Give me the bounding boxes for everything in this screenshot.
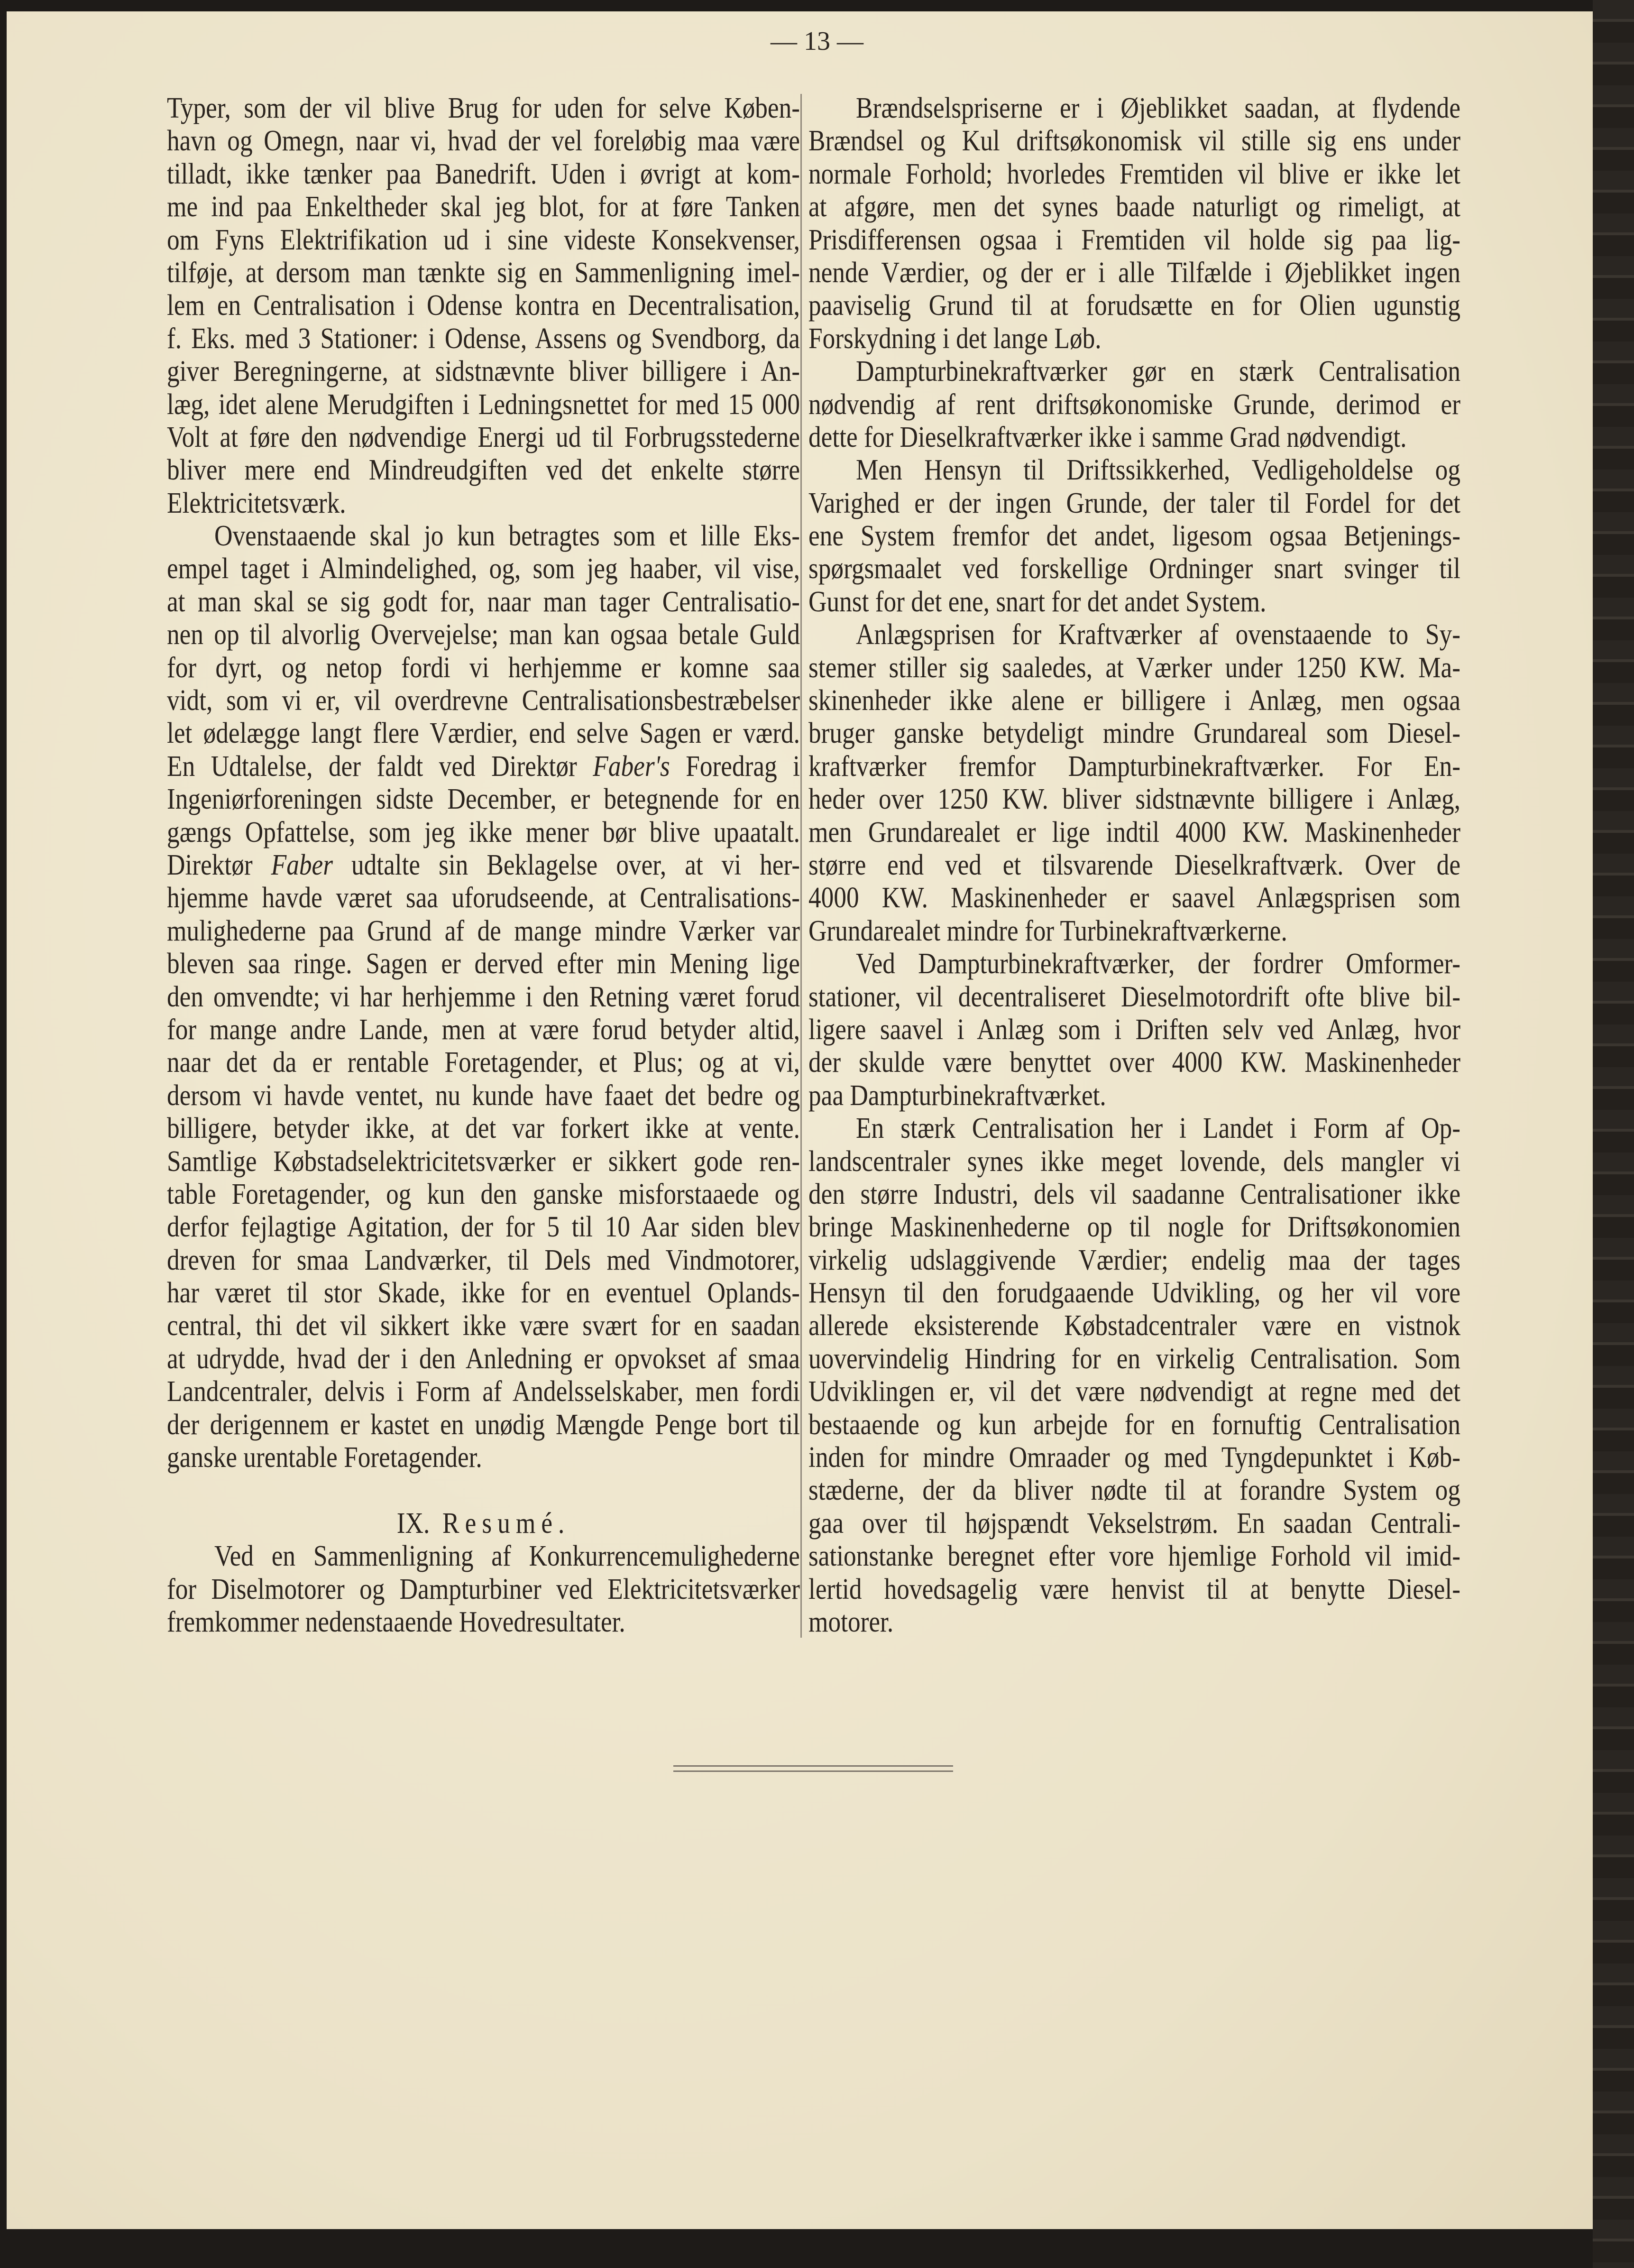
left-text-column (167, 92, 800, 1639)
text-line-content: læg, idet alene Merudgiften i Ledningsnettet for med 15 000 (167, 388, 800, 421)
text-line-content: gængs Opfattelse, som jeg ikke mener bør blive upaatalt. (167, 816, 800, 848)
text-line (808, 1178, 1460, 1211)
section-heading (167, 1507, 800, 1540)
text-line (808, 1112, 1460, 1145)
text-line-content: uovervindelig Hindring for en virkelig Centralisation. Som (808, 1342, 1460, 1375)
text-line-content: bringe Maskinenhederne op til nogle for Driftsøkonomien (808, 1211, 1460, 1244)
text-line (167, 1309, 800, 1342)
section-number: IX. (396, 1507, 430, 1540)
text-line (808, 1211, 1460, 1244)
text-line-content: Ingeniørforeningen sidste December, er betegnende for en (167, 783, 800, 816)
text-line-content: hjemme havde været saa uforudseende, at Centralisations- (167, 882, 800, 914)
text-line (808, 1309, 1460, 1342)
text-line-content: der skulde være benyttet over 4000 KW. Maskinenheder (808, 1046, 1460, 1079)
text-line-content: skinenheder ikke alene er billigere i Anlæg, men ogsaa (808, 684, 1460, 717)
text-line (808, 1375, 1460, 1408)
text-line (167, 487, 800, 520)
text-line-content: gaa over til højspændt Vekselstrøm. En saadan Centrali- (808, 1507, 1460, 1540)
text-line-content: virkelig udslaggivende Værdier; endelig maa der tages (808, 1244, 1460, 1276)
text-line (167, 158, 800, 191)
text-line (167, 915, 800, 948)
text-line-content: nen op til alvorlig Overvejelse; man kan ogsaa betale Guld (167, 618, 800, 651)
text-line-content: vidt, som vi er, vil overdrevne Centralisationsbestræbelser (167, 684, 800, 717)
text-line (808, 520, 1460, 553)
text-line (167, 553, 800, 585)
text-line (167, 1375, 800, 1408)
text-line-content: Ovenstaaende skal jo kun betragtes som et lille Eks- (214, 520, 800, 553)
end-double-rule (673, 1765, 953, 1772)
text-line-content: giver Beregningerne, at sidstnævnte bliver billigere i An- (167, 355, 800, 388)
column-divider (800, 94, 802, 1638)
text-line-content: dersom vi havde ventet, nu kunde have faaet det bedre og (167, 1079, 800, 1112)
text-line-content: heder over 1250 KW. bliver sidstnævnte billigere i Anlæg, (808, 783, 1460, 816)
text-line-content: stemer stiller sig saaledes, at Værker under 1250 KW. Ma- (808, 651, 1460, 684)
text-line (808, 684, 1460, 717)
text-line (808, 257, 1460, 289)
text-line-content: for dyrt, og netop fordi vi herhjemme er komne saa (167, 651, 800, 684)
text-line-content: paa Dampturbinekraftværket. (808, 1079, 1106, 1112)
text-line-content: lem en Centralisation i Odense kontra en Decentralisation, (167, 289, 800, 322)
text-segment: Direktør (167, 848, 271, 881)
text-line-content: lertid hovedsagelig være henvist til at benytte Diesel- (808, 1573, 1460, 1605)
text-line-content: større end ved et tilsvarende Dieselkraftværk. Over de (808, 848, 1460, 881)
text-line (167, 1046, 800, 1079)
text-line (167, 323, 800, 355)
text-line-content: empel taget i Almindelighed, og, som jeg haaber, vil vise, (167, 553, 800, 585)
text-line-content: 4000 KW. Maskinenheder er saavel Anlægsprisen som (808, 882, 1460, 914)
text-line-content: spørgsmaalet ved forskellige Ordninger snart svinger til (808, 553, 1460, 585)
text-line-content: allerede eksisterende Købstadcentraler være en vistnok (808, 1309, 1460, 1342)
text-line (808, 323, 1460, 355)
text-line (808, 849, 1460, 882)
text-line-content: En stærk Centralisation her i Landet i Form af Op- (856, 1112, 1460, 1145)
text-line-content: mulighederne paa Grund af de mange mindre Værker var (167, 914, 800, 947)
text-line (167, 421, 800, 454)
text-line (808, 750, 1460, 783)
text-line-content: tilladt, ikke tænker paa Banedrift. Uden i øvrigt at kom- (167, 157, 800, 190)
text-line-content: Anlægsprisen for Kraftværker af ovenstaaende to Sy- (856, 618, 1460, 651)
text-line-content (167, 750, 800, 783)
text-line (167, 1014, 800, 1046)
text-line-content: Elektricitetsværk. (167, 487, 346, 519)
text-line-content: inden for mindre Omraader og med Tyngdepunktet i Køb- (808, 1441, 1460, 1474)
text-line-content: men Grundarealet er lige indtil 4000 KW. Maskinenheder (808, 816, 1460, 848)
text-line (167, 355, 800, 388)
text-line-content: Ved Dampturbinekraftværker, der fordrer Omformer- (856, 948, 1460, 980)
text-line-content: central, thi det vil sikkert ikke være svært for en saadan (167, 1309, 800, 1342)
text-line-content: table Foretagender, og kun den ganske misforstaaede og (167, 1178, 800, 1210)
text-line (808, 92, 1460, 125)
text-line (808, 421, 1460, 454)
text-line (808, 487, 1460, 520)
book-binding-edge (1593, 0, 1634, 2268)
text-line-content: at udrydde, hvad der i den Anledning er opvokset af smaa (167, 1342, 800, 1375)
text-line-content: Brændselspriserne er i Øjeblikket saadan, at flydende (856, 92, 1460, 124)
text-line-content: for Diselmotorer og Dampturbiner ved Elektricitetsværker (167, 1573, 800, 1605)
text-line (167, 1112, 800, 1145)
text-line-content: der derigennem er kastet en unødig Mængde Penge bort til (167, 1408, 800, 1441)
text-line (167, 1145, 800, 1178)
text-line (808, 125, 1460, 157)
text-line-content: bleven saa ringe. Sagen er derved efter min Mening lige (167, 948, 800, 980)
text-line (808, 1244, 1460, 1277)
text-line (167, 1211, 800, 1244)
text-segment: En Udtalelse, der faldt ved Direktør (167, 750, 593, 783)
text-line (808, 1540, 1460, 1573)
text-line-content: Brændsel og Kul driftsøkonomisk vil stille sig ens under (808, 125, 1460, 157)
text-line (808, 948, 1460, 980)
text-line (808, 158, 1460, 191)
text-line (808, 1441, 1460, 1474)
text-line-content: normale Forhold; hvorledes Fremtiden vil blive er ikke let (808, 157, 1460, 190)
text-line-content: billigere, betyder ikke, at det var forkert ikke at vente. (167, 1112, 800, 1145)
section-heading-content (397, 1507, 570, 1540)
text-line (167, 981, 800, 1014)
text-line (808, 355, 1460, 388)
text-line (808, 1145, 1460, 1178)
text-line (167, 618, 800, 651)
text-line (808, 652, 1460, 684)
text-line (167, 257, 800, 289)
text-line (808, 1606, 1460, 1639)
text-line-content: har været til stor Skade, ikke for en eventuel Oplands- (167, 1277, 800, 1309)
section-title: Resumé. (442, 1507, 570, 1540)
text-line-content: landscentraler synes ikke meget lovende, dels mangler vi (808, 1145, 1460, 1178)
text-segment: udtalte sin Beklagelse over, at vi her- (332, 848, 800, 881)
text-line (167, 454, 800, 487)
text-line (808, 1507, 1460, 1540)
text-line (808, 553, 1460, 585)
text-line (167, 882, 800, 914)
text-line (167, 1244, 800, 1277)
text-line (808, 586, 1460, 618)
text-line-content: naar det da er rentable Foretagender, et Plus; og at vi, (167, 1046, 800, 1079)
text-line (167, 684, 800, 717)
text-line-content: at afgøre, men det synes baade naturligt og rimeligt, at (808, 191, 1460, 223)
text-line-content: nødvendig af rent driftsøkonomiske Grunde, derimod er (808, 388, 1460, 421)
text-line-content: bestaaende og kun arbejde for en fornuftig Centralisation (808, 1408, 1460, 1441)
text-line (167, 520, 800, 553)
text-line-content: bruger ganske betydeligt mindre Grundareal som Diesel- (808, 717, 1460, 750)
text-line (808, 289, 1460, 322)
text-line-content: let ødelægge langt flere Værdier, end selve Sagen er værd. (167, 717, 800, 750)
text-line (167, 1573, 800, 1606)
text-line-content: Ved en Sammenligning af Konkurrencemulighederne (214, 1540, 800, 1573)
text-line-content: dreven for smaa Landværker, til Dels med Vindmotorer, (167, 1244, 800, 1276)
text-line (167, 191, 800, 223)
text-line (808, 981, 1460, 1014)
text-line-content: den omvendte; vi har herhjemme i den Retning været forud (167, 980, 800, 1013)
text-line-content: ligere saavel i Anlæg som i Driften selv ved Anlæg, hvor (808, 1013, 1460, 1046)
text-line-content: for mange andre Lande, men at være forud betyder altid, (167, 1013, 800, 1046)
page-number: — 13 — (771, 27, 863, 56)
text-line-content: Landcentraler, delvis i Form af Andelsselskaber, men fordi (167, 1375, 800, 1408)
text-line-content (167, 849, 800, 882)
text-line (167, 224, 800, 257)
italic-name: Faber's (593, 750, 670, 783)
text-line-content: Dampturbinekraftværker gør en stærk Centralisation (856, 355, 1460, 388)
text-line (167, 586, 800, 618)
text-line-content: kraftværker fremfor Dampturbinekraftværker. For En- (808, 750, 1460, 783)
text-line (167, 783, 800, 816)
text-line-content: dette for Dieselkraftværker ikke i samme Grad nødvendigt. (808, 421, 1407, 453)
text-line-content: Volt at føre den nødvendige Energi ud til Forbrugsstederne (167, 421, 800, 453)
text-line (167, 1178, 800, 1211)
text-line (808, 1277, 1460, 1309)
right-text-column (808, 92, 1460, 1639)
text-line-content: at man skal se sig godt for, naar man tager Centralisatio- (167, 585, 800, 618)
text-line (167, 717, 800, 750)
text-segment: Foredrag i (670, 750, 800, 783)
text-line (167, 849, 800, 882)
text-line-content: om Fyns Elektrifikation ud i sine videste Konsekvenser, (167, 223, 800, 256)
text-line (167, 125, 800, 157)
text-line (808, 1079, 1460, 1112)
text-line-content: me ind paa Enkeltheder skal jeg blot, for at føre Tanken (167, 191, 800, 223)
text-line-content: den større Industri, dels vil saadanne Centralisationer ikke (808, 1178, 1460, 1210)
text-line (167, 1277, 800, 1309)
text-line (808, 1409, 1460, 1441)
text-line-content: bliver mere end Mindreudgiften ved det enkelte større (167, 454, 800, 487)
text-line-content: Forskydning i det lange Løb. (808, 322, 1102, 355)
text-line (808, 1014, 1460, 1046)
text-line-content: Grundarealet mindre for Turbinekraftværkerne. (808, 914, 1287, 947)
spacer (167, 1474, 800, 1507)
text-line-content: tilføje, at dersom man tænkte sig en Sammenligning imel- (167, 256, 800, 289)
text-line (808, 618, 1460, 651)
text-line (808, 1046, 1460, 1079)
text-line (808, 191, 1460, 223)
text-line-content: motorer. (808, 1605, 894, 1638)
text-line-content: sationstanke beregnet efter vore hjemlige Forhold vil imid- (808, 1540, 1460, 1573)
text-line (808, 1474, 1460, 1507)
text-line-content: stationer, vil decentraliseret Dieselmotordrift ofte blive bil- (808, 980, 1460, 1013)
text-line (808, 783, 1460, 816)
text-line-content: havn og Omegn, naar vi, hvad der vel foreløbig maa være (167, 125, 800, 157)
text-line-content: Udviklingen er, vil det være nødvendigt at regne med det (808, 1375, 1460, 1408)
text-line-content: Prisdifferensen ogsaa i Fremtiden vil holde sig paa lig- (808, 223, 1460, 256)
text-line-content: Hensyn til den forudgaaende Udvikling, og her vil vore (808, 1277, 1460, 1309)
text-line-content: fremkommer nedenstaaende Hovedresultater. (167, 1605, 625, 1638)
text-line (167, 92, 800, 125)
text-line (808, 388, 1460, 421)
text-line-content: f. Eks. med 3 Stationer: i Odense, Assens og Svendborg, da (167, 322, 800, 355)
text-line (808, 1573, 1460, 1606)
text-line (167, 1606, 800, 1639)
text-line (808, 717, 1460, 750)
text-line (808, 224, 1460, 257)
text-line-content: Men Hensyn til Driftssikkerhed, Vedligeholdelse og (856, 454, 1460, 487)
text-line (808, 1343, 1460, 1375)
text-line (167, 1343, 800, 1375)
text-line-content: Varighed er der ingen Grunde, der taler til Fordel for det (808, 487, 1460, 519)
text-line (167, 948, 800, 980)
text-line (167, 652, 800, 684)
text-line-content: stæderne, der da bliver nødte til at forandre System og (808, 1474, 1460, 1507)
italic-name: Faber (271, 848, 333, 881)
text-line (167, 816, 800, 849)
text-line-content: Samtlige Købstadselektricitetsværker er sikkert gode ren- (167, 1145, 800, 1178)
text-line-content: ganske urentable Foretagender. (167, 1441, 482, 1474)
text-line (167, 1540, 800, 1573)
text-line (167, 1409, 800, 1441)
text-line (808, 454, 1460, 487)
text-line (808, 915, 1460, 948)
text-line (167, 388, 800, 421)
text-line (167, 289, 800, 322)
text-line (167, 1441, 800, 1474)
text-line (167, 750, 800, 783)
text-line (808, 816, 1460, 849)
text-line-content: derfor fejlagtige Agitation, der for 5 til 10 Aar siden blev (167, 1211, 800, 1244)
text-line-content: nende Værdier, og der er i alle Tilfælde i Øjeblikket ingen (808, 256, 1460, 289)
text-line-content: Typer, som der vil blive Brug for uden for selve Køben- (167, 92, 800, 124)
text-line (808, 882, 1460, 914)
text-line-content: Gunst for det ene, snart for det andet System. (808, 585, 1267, 618)
text-line-content: ene System fremfor det andet, ligesom ogsaa Betjenings- (808, 520, 1460, 553)
text-line (167, 1079, 800, 1112)
text-line-content: paaviselig Grund til at forudsætte en for Olien ugunstig (808, 289, 1460, 322)
